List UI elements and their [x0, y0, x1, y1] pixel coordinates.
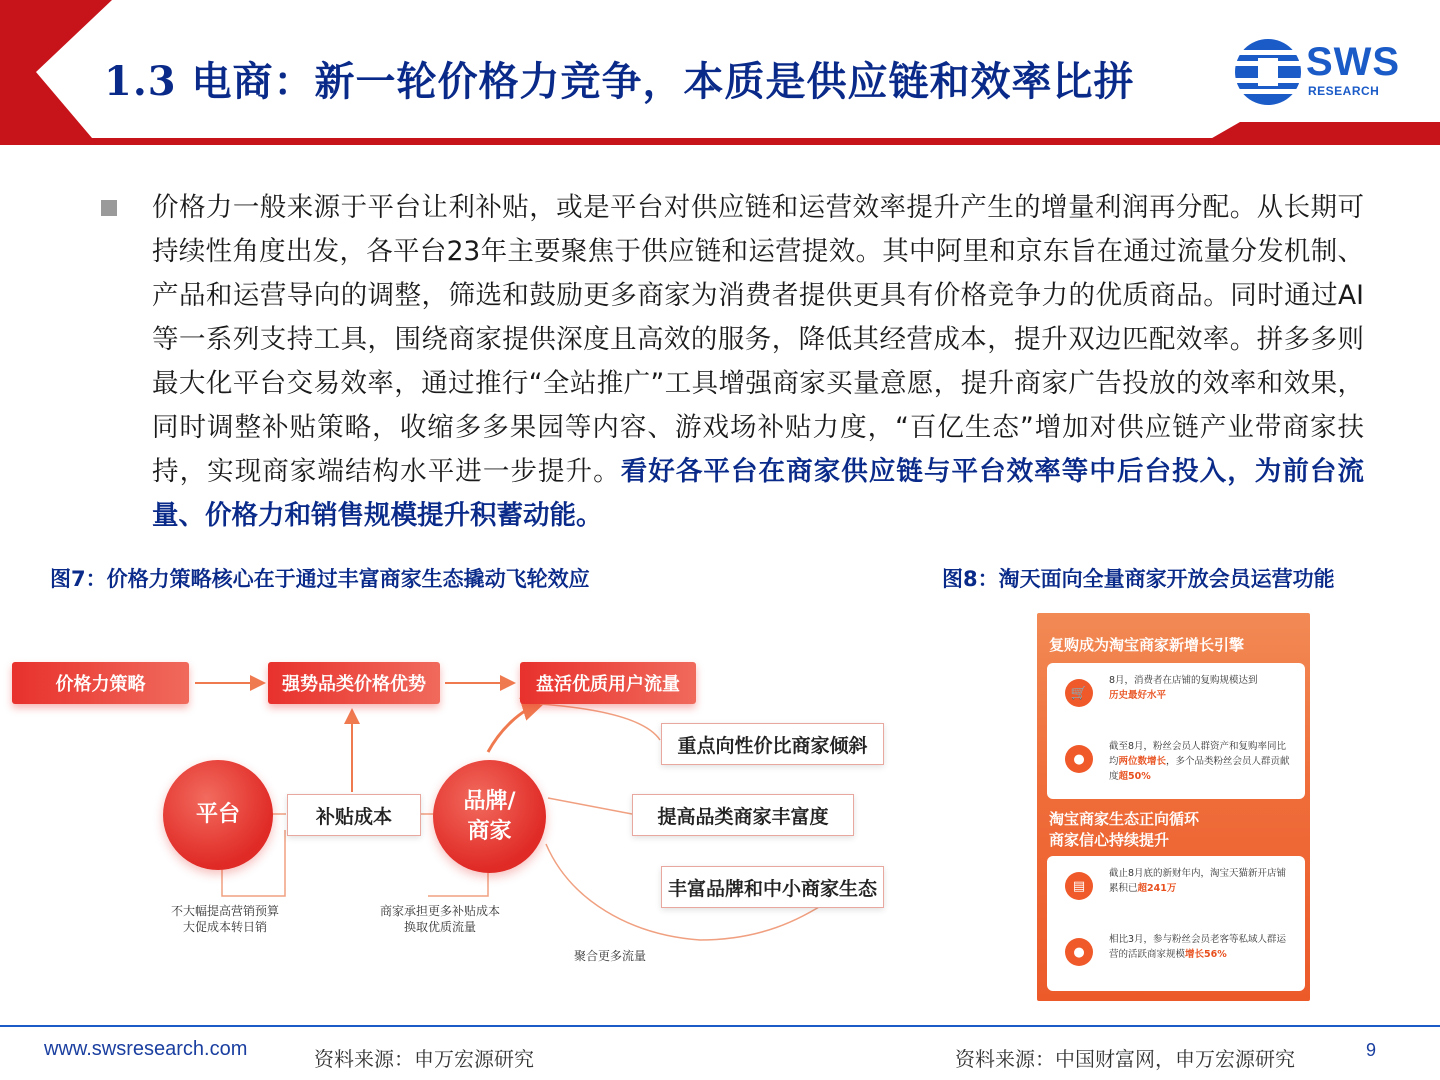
card-item-members-text: [1109, 739, 1295, 784]
logo-text: SWS: [1306, 40, 1401, 84]
pill-category-advantage: 强势品类价格优势: [268, 662, 440, 704]
card-item-new-stores: [1057, 860, 1295, 920]
item-2-highlight-a: 两位数增长: [1118, 756, 1167, 767]
body-paragraph: [152, 186, 1364, 538]
card-heading-1: 复购成为淘宝商家新增长引擎: [1049, 636, 1245, 654]
circle-brand-merchant: [433, 760, 546, 873]
item-2-text-a: 截至8月，粉丝会员人群资产和复购率同比均: [1109, 741, 1287, 767]
card-heading-2-line1: 淘宝商家生态正向循环: [1049, 810, 1200, 828]
item-2-text-b: ，多个品类粉丝会员人群贡献度: [1109, 756, 1290, 782]
cart-icon: 🛒: [1065, 679, 1093, 707]
card-item-active-merchants-text: [1109, 932, 1295, 962]
note-merchant-line1: 商家承担更多补贴成本: [379, 904, 500, 918]
card-panel-1: [1047, 663, 1305, 799]
box-value-merchants: 重点向性价比商家倾斜: [661, 723, 884, 765]
header-banner: [0, 0, 1440, 145]
pill-price-strategy: 价格力策略: [12, 662, 189, 704]
card-heading-2: [1049, 809, 1199, 851]
footer-divider: [0, 1025, 1440, 1027]
note-merchant-line2: 换取优质流量: [403, 920, 476, 934]
footer-source-left: 资料来源：申万宏源研究: [314, 1047, 534, 1071]
item-1-highlight: 历史最好水平: [1109, 690, 1167, 701]
figure7-title: 图7：价格力策略核心在于通过丰富商家生态撬动飞轮效应: [50, 567, 590, 591]
logo-globe-icon: [1232, 36, 1304, 108]
footer-url[interactable]: www.swsresearch.com: [44, 1038, 248, 1060]
card-item-repurchase-text: [1109, 673, 1295, 703]
item-4-text: 相比3月，参与粉丝会员老客等私域人群运营的活跃商家规模: [1109, 934, 1287, 960]
note-merchant: [370, 903, 510, 935]
logo-subtext: RESEARCH: [1308, 84, 1380, 98]
circle-brand-line1: 品牌/: [463, 788, 516, 814]
store-icon: ▤: [1065, 872, 1093, 900]
paragraph-highlight: 看好各平台在商家供应链与平台效率等中后台投入，为前台流量、价格力和销售规模提升积蓄动能。: [152, 456, 1365, 531]
card-heading-2-line2: 商家信心持续提升: [1049, 831, 1170, 849]
user-icon: ●: [1065, 745, 1093, 773]
card-item-active-merchants: [1057, 926, 1295, 986]
card-item-repurchase: [1057, 667, 1295, 727]
item-3-highlight: 超241万: [1137, 883, 1177, 894]
page-number: 9: [1366, 1040, 1377, 1060]
footer-source-right: 资料来源：中国财富网，申万宏源研究: [955, 1047, 1295, 1071]
paragraph-text: 价格力一般来源于平台让利补贴，或是平台对供应链和运营效率提升产生的增量利润再分配。从长期可持续性角度出发，各平台23年主要聚焦于供应链和运营提效。其中阿里和京东旨在通过流量分发机制、产品和运营导向的调整，筛选和鼓励更多商家为消费者提供更具有价格竞争力的优质商品。同时通过AI等一系列支持工具，围绕商家提供深度且高效的服务，降低其经营成本，提升双边匹配效率。拼多多则最大化平台交易效率，通过推行“全站推广”工具增强商家买量意愿，提升商家广告投放的效率和效果，同时调整补贴策略，收缩多多果园等内容、游戏场补贴力度，“百亿生态”增加对供应链产业带商家扶持，实现商家端结构水平进一步提升。: [152, 192, 1364, 487]
note-aggregate-traffic: 聚合更多流量: [573, 949, 646, 963]
card-panel-2: [1047, 856, 1305, 991]
circle-platform: 平台: [163, 760, 273, 870]
sws-logo: [1232, 36, 1412, 108]
card-item-new-stores-text: [1109, 866, 1295, 896]
page-title: 1.3 电商：新一轮价格力竞争，本质是供应链和效率比拼: [104, 58, 1135, 105]
note-platform-line1: 不大幅提高营销预算: [170, 904, 279, 918]
card-item-members: [1057, 733, 1295, 793]
box-subsidy-cost: 补贴成本: [287, 794, 421, 836]
people-icon: ●: [1065, 938, 1093, 966]
item-1-text: 8月，消费者在店铺的复购规模达到: [1109, 675, 1258, 686]
item-2-highlight-b: 超50%: [1118, 771, 1151, 782]
circle-brand-line2: 商家: [467, 818, 512, 844]
item-4-highlight: 增长56%: [1185, 949, 1227, 960]
pill-user-traffic: 盘活优质用户流量: [520, 662, 696, 704]
box-category-richness: 提高品类商家丰富度: [632, 794, 854, 836]
figure8-title: 图8：淘天面向全量商家开放会员运营功能: [942, 567, 1335, 591]
bullet-square-icon: [101, 200, 117, 216]
note-platform: [160, 903, 290, 935]
figure8-card: [1037, 613, 1310, 1001]
box-merchant-ecosystem: 丰富品牌和中小商家生态: [661, 866, 884, 908]
item-3-text: 截止8月底的新财年内，淘宝天猫新开店铺累积已: [1109, 868, 1287, 894]
note-platform-line2: 大促成本转日销: [182, 920, 267, 934]
